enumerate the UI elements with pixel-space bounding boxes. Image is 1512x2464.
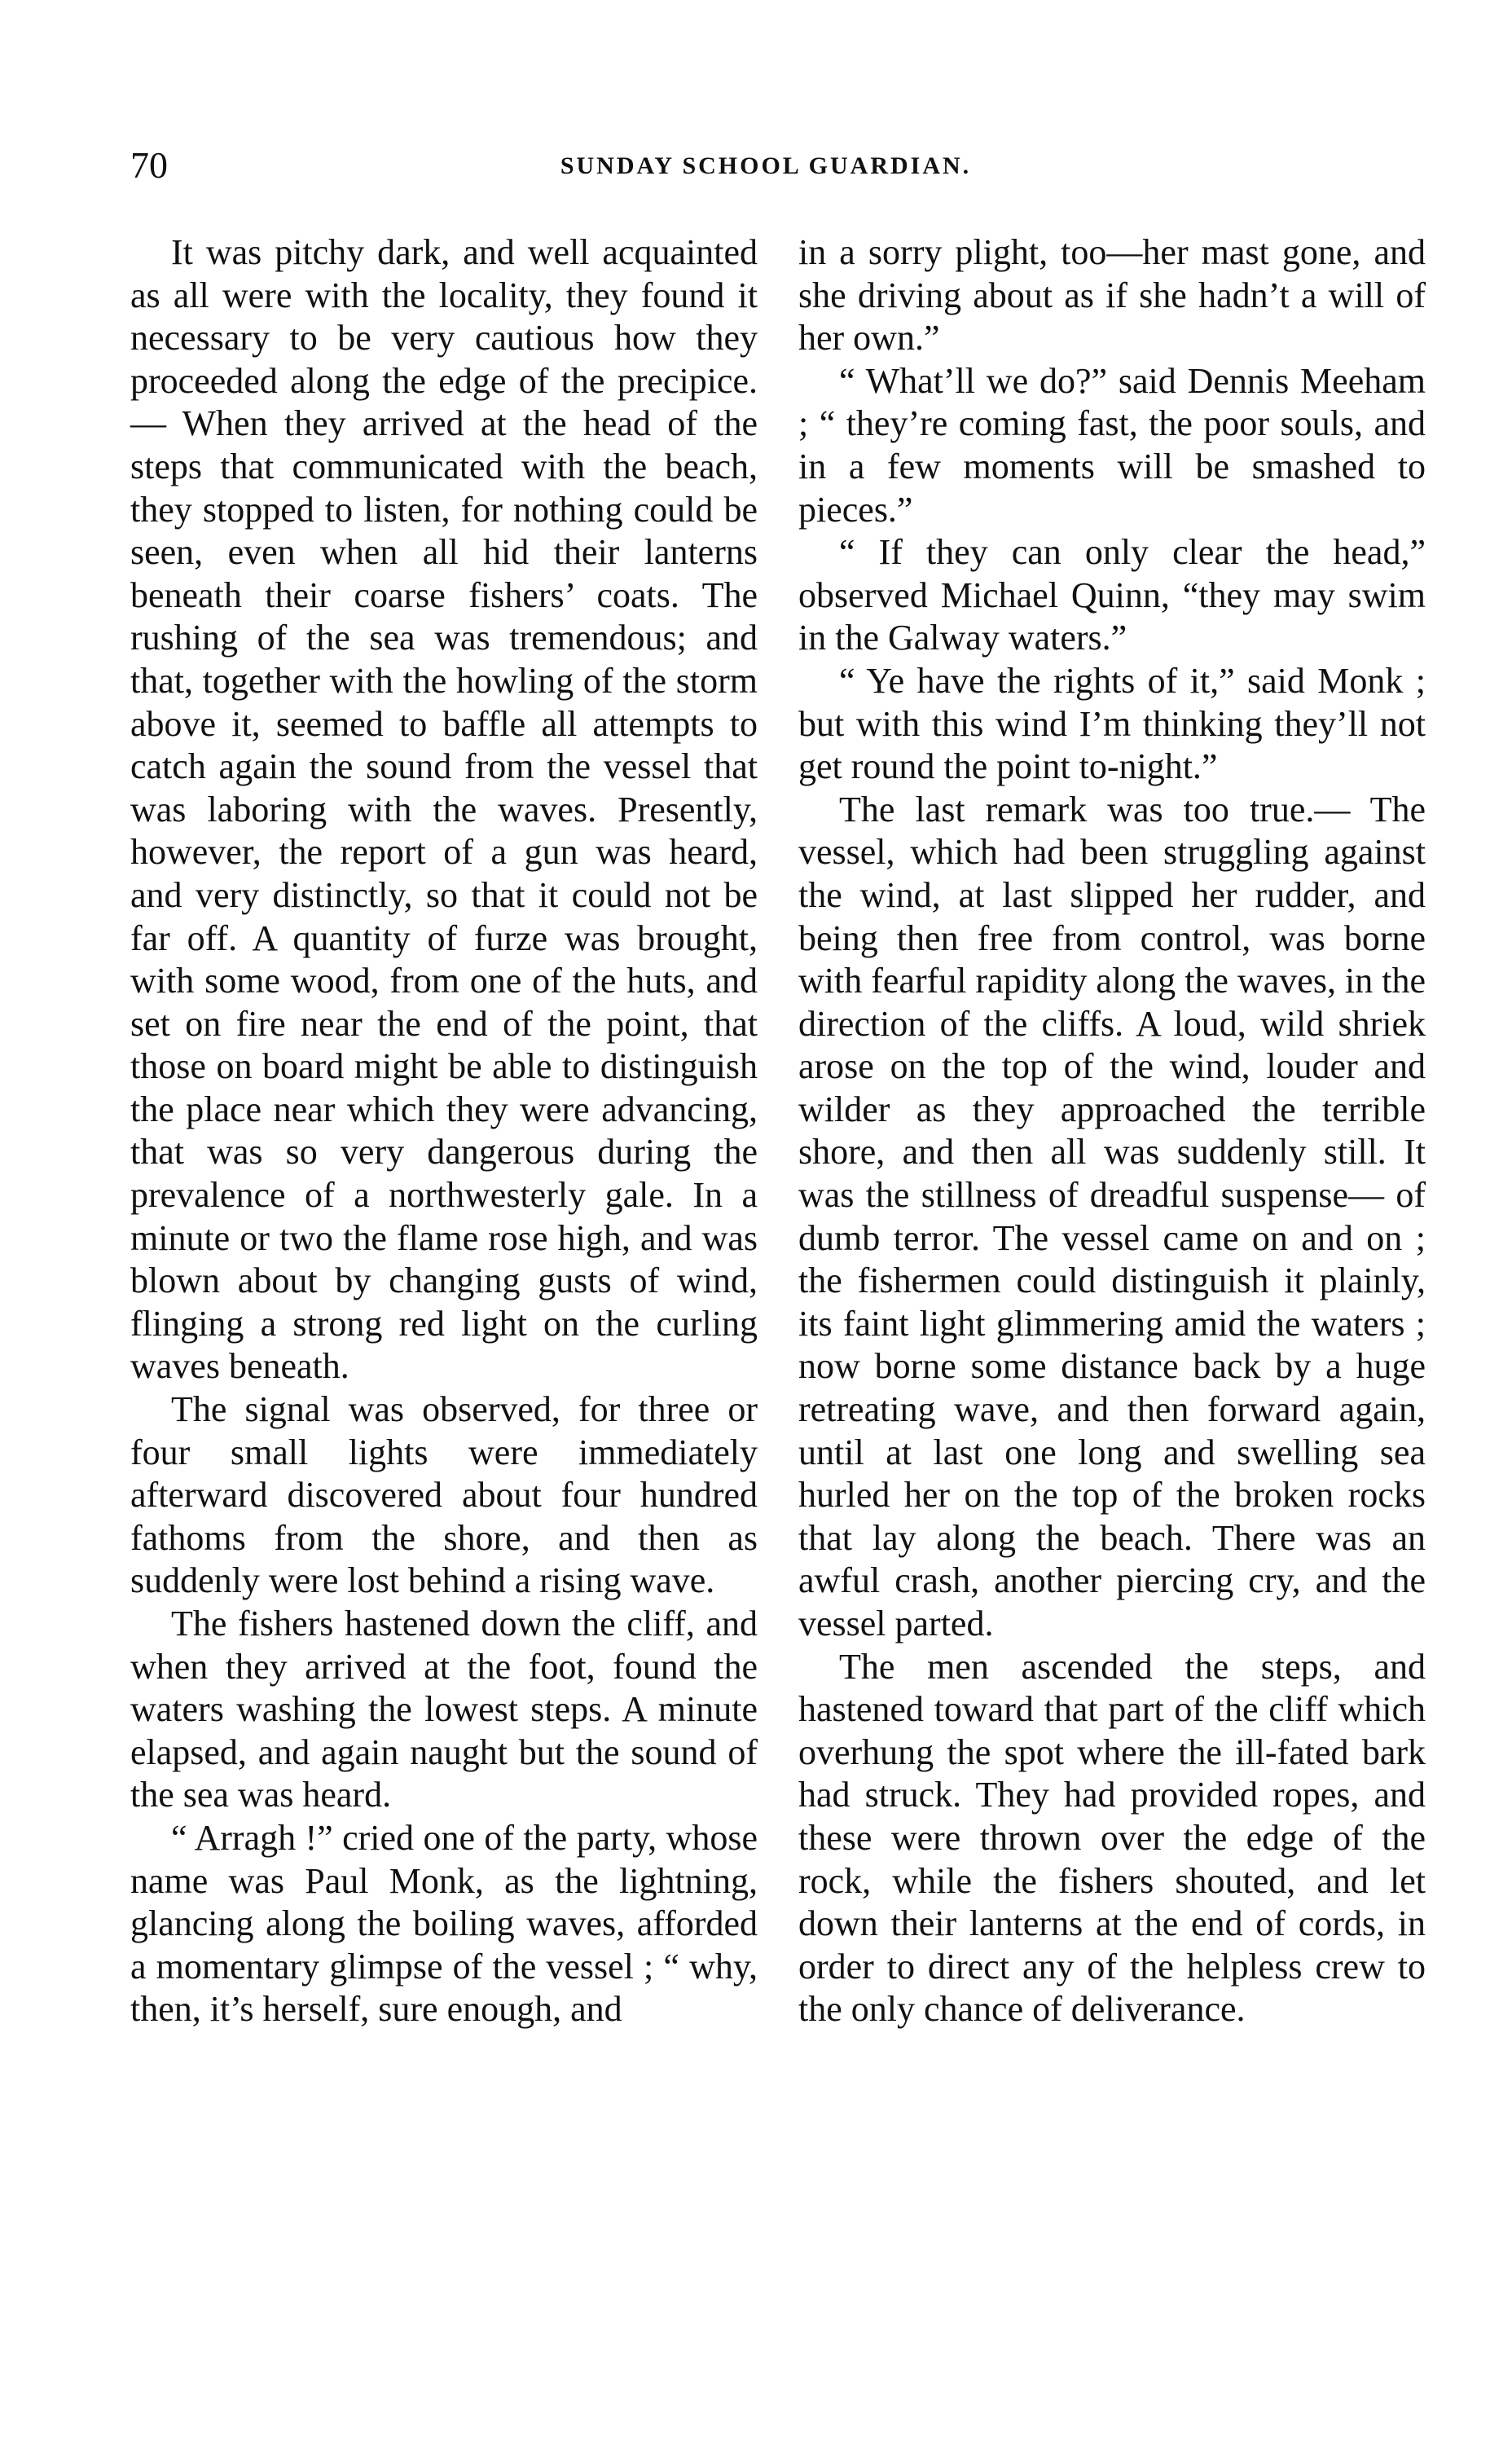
paragraph-continued: in a sorry plight, too—her mast gone, and she driving about as if she hadn’t a will of her own.” (798, 232, 1426, 359)
paragraph: The last remark was too true.— The vessel, which had been struggling against the wind, at last slipped her rudder, and being then free from control, was borne with fearful rapidity along the waves, in the direction of the cliffs. A loud, wild shriek arose on the top of the wind, louder and wilder as they approached the terrible shore, and then all was suddenly still. It was the stillness of dreadful suspense— of dumb terror. The vessel came on and on ; the fishermen could distinguish it plainly, its faint light glimmering amid the waters ; now borne some distance back by a huge retreating wave, and then forward again, until at last one long and swelling sea hurled her on the top of the broken rocks that lay along the beach. There was an awful crash, another piercing cry, and the vessel parted. (798, 789, 1426, 1643)
journal-title: SUNDAY SCHOOL GUARDIAN. (560, 152, 972, 179)
page-number: 70 (130, 144, 168, 186)
paragraph: “ Arragh !” cried one of the party, whose name was Paul Monk, as the lightning, glancing along the boiling waves, afforded a momentary glimpse of the vessel ; “ why, then, it’s herself, sure enough, and (130, 1817, 758, 2030)
paragraph: “ If they can only clear the head,” observed Michael Quinn, “they may swim in the Galway waters.” (798, 532, 1426, 658)
left-column (130, 231, 758, 2031)
paragraph: The signal was observed, for three or four small lights were immediately afterward discovered about four hundred fathoms from the shore, and then as suddenly were lost behind a rising wave. (130, 1389, 758, 1601)
paragraph: It was pitchy dark, and well acquainted as all were with the locality, they found it necessary to be very cautious how they proceeded along the edge of the precipice.— When they arrived at the head of the steps that communicated with the beach, they stopped to listen, for nothing could be seen, even when all hid their lanterns beneath their coarse fishers’ coats. The rushing of the sea was tremendous; and that, together with the howling of the storm above it, seemed to baffle all attempts to catch again the sound from the vessel that was laboring with the waves. Presently, however, the report of a gun was heard, and very distinctly, so that it could not be far off. A quantity of furze was brought, with some wood, from one of the huts, and set on fire near the end of the point, that those on board might be able to distinguish the place near which they were advancing, that was so very dangerous during the prevalence of a northwesterly gale. In a minute or two the flame rose high, and was blown about by changing gusts of wind, flinging a strong red light on the curling waves beneath. (130, 232, 758, 1387)
paragraph: The fishers hastened down the cliff, and when they arrived at the foot, found the waters washing the lowest steps. A minute elapsed, and again naught but the sound of the sea was heard. (130, 1604, 758, 1815)
paragraph: The men ascended the steps, and hastened toward that part of the cliff which overhung the spot where the ill-fated bark had struck. They had provided ropes, and these were thrown over the edge of the rock, while the fishers shouted, and let down their lanterns at the end of cords, in order to direct any of the helpless crew to the only chance of deliverance. (798, 1646, 1426, 2030)
right-column (798, 231, 1426, 2031)
paragraph: “ What’ll we do?” said Dennis Meeham ; “ they’re coming fast, the poor souls, and in a few moments will be smashed to pieces.” (798, 360, 1426, 530)
running-head (130, 145, 1401, 186)
paragraph: “ Ye have the rights of it,” said Monk ; but with this wind I’m thinking they’ll not get round the point to-night.” (798, 660, 1426, 787)
